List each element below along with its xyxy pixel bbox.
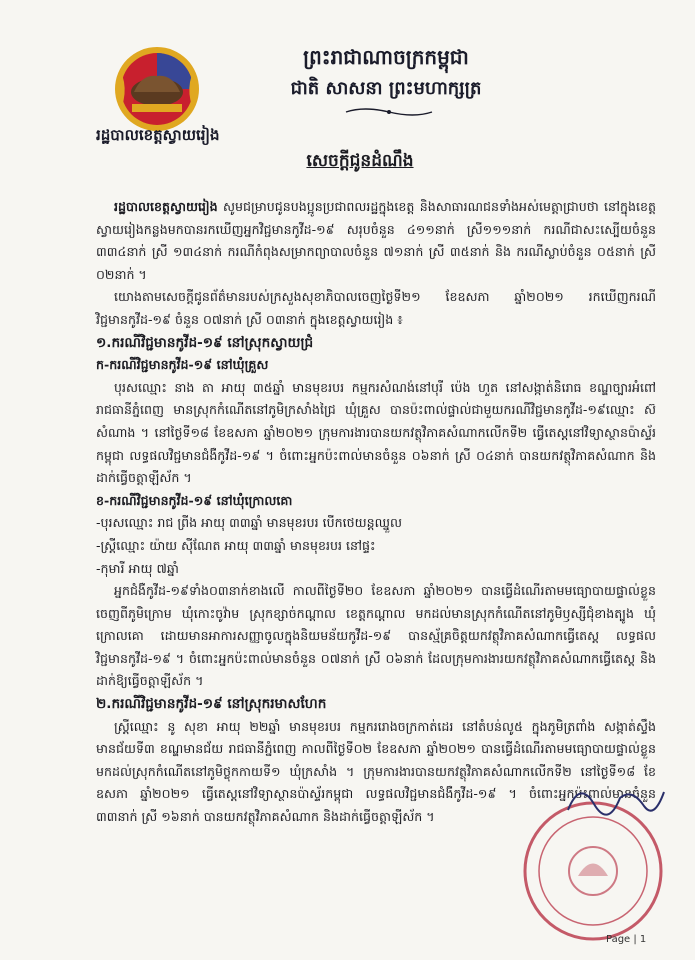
document-title: សេចក្ដីជូនដំណឹង bbox=[306, 151, 414, 171]
intro-text: សូមជម្រាបជូនបងប្អូនប្រជាពលរដ្ឋក្នុងខេត្ត និងសាធារណជនទាំងអស់មេត្តាជ្រាបថា នៅក្នុងខេត្តស្វាយរៀងកន្លងមកបានរកឃើញអ្នកវិជ្ជមានកូវីដ-១៩ សរុបចំនួន ៤១១នាក់ ស្រី១១១នាក់ ករណីជាសះស្បើយចំនួន ៣៣៤នាក់ ស្រី ១៣៤នាក់ ករណីកំពុងសម្រាកព្យាបាលចំនួន ៧១នាក់ ស្រី ៣៥នាក់ និង ករណីស្លាប់ចំនួន ០៥នាក់ ស្រី ០២នាក់ ។ bbox=[96, 199, 656, 282]
section1b-person1: -បុរសឈ្មោះ រាជ ព្រីង អាយុ ៣៣ឆ្នាំ មានមុខរបរ បើកថេយន្តឈ្នួល bbox=[96, 515, 402, 531]
intro-paragraph bbox=[96, 196, 656, 286]
section1a-text: បុរសឈ្មោះ នាង តា អាយុ ៣៥ឆ្នាំ មានមុខរបរ កម្មករសំណង់នៅបុរី ប៉េង ហួត នៅសង្កាត់និរោធ ខណ្ឌច្បារអំពៅ រាជធានីភ្នំពេញ មានស្រុកកំណើតនៅភូមិក្រសាំងជ្រៃ ឃុំគ្រួស បានប៉ះពាល់ផ្ទាល់ជាមួយករណីវិជ្ជមានកូវីដ-១៩ឈ្មោះ ស៊ សំណាង ។ នៅថ្ងៃទី១៨ ខែឧសភា ឆ្នាំ២០២១ ក្រុមការងារបានយកវត្ថុវិភាគសំណាកលើកទី២ ធ្វើតេស្តនៅវិទ្យាស្ថានប៉ាស្ទ័រកម្ពុជា លទ្ធផលវិជ្ជមានជំងឺកូវីដ-១៩ ។ ចំពោះអ្នកប៉ះពាល់មានចំនួន ០៦នាក់ ស្រី ០៤នាក់ បានយកវត្ថុវិភាគសំណាក និងដាក់ធ្វើចត្តាឡីស័ក ។ bbox=[96, 379, 656, 486]
provincial-emblem-icon bbox=[112, 44, 202, 134]
section1b-person3: -កុមារី អាយុ ៧ឆ្នាំ bbox=[96, 560, 179, 576]
section2-heading: ២.ករណីវិជ្ជមានកូវីដ-១៩ នៅស្រុករមាសហែក bbox=[96, 696, 327, 713]
section1a-heading: ក-ករណីវិជ្ជមានកូវីដ-១៩ នៅឃុំគ្រួស bbox=[96, 357, 269, 373]
nation-motto: ជាតិ សាសនា ព្រះមហាក្សត្រ bbox=[290, 78, 482, 99]
document-body bbox=[96, 196, 656, 829]
ornament-divider-icon bbox=[344, 106, 434, 118]
intro-lead: រដ្ឋបាលខេត្តស្វាយរៀង bbox=[114, 199, 218, 214]
section1b-text: អ្នកជំងឺកូវីដ-១៩ទាំង០៣នាក់ខាងលើ កាលពីថ្ងៃទី២០ ខែឧសភា ឆ្នាំ២០២១ បានធ្វើដំណើរតាមមធ្យោបាយផ្ទាល់ខ្លួនចេញពីភូមិក្រោម ឃុំកោះចូវ៉ាម ស្រុកខ្សាច់កណ្ដាល ខេត្តកណ្ដាល មកដល់មានស្រុកកំណើតនៅភូមិឫស្សីជុំខាងត្បូង ឃុំក្រោលគោ ដោយមានអាការសញ្ញាចូលក្នុងនិយមន័យកូវីដ-១៩ បានស្ម័គ្រចិត្តយកវត្ថុវិភាគសំណាកធ្វើតេស្ត លទ្ធផលវិជ្ជមានកូវីដ-១៩ ។ ចំពោះអ្នកប៉ះពាល់មានចំនួន ០៧នាក់ ស្រី ០៦នាក់ ដែលក្រុមការងារយកវត្ថុវិភាគសំណាកធ្វើតេស្ត និងដាក់ឱ្យធ្វើចត្តាឡីស័ក ។ bbox=[96, 583, 656, 689]
page-number: Page | 1 bbox=[606, 934, 647, 945]
section1-heading: ១.ករណីវិជ្ជមានកូវីដ-១៩ នៅស្រុកស្វាយជ្រំ bbox=[96, 334, 314, 351]
section1b-person2: -ស្ត្រីឈ្មោះ យ៉ាយ ស៊ីណែត អាយុ ៣៣ឆ្នាំ មានមុខរបរ នៅផ្ទះ bbox=[96, 537, 376, 553]
kingdom-title: ព្រះរាជាណាចក្រកម្ពុជា bbox=[303, 45, 469, 69]
summary-paragraph: យោងតាមសេចក្ដីជូនព័ត៌មានរបស់ក្រសួងសុខាភិបាលចេញថ្ងៃទី២១ ខែឧសភា ឆ្នាំ២០២១ រកឃើញករណីវិជ្ជមានកូវីដ-១៩ ចំនួន ០៧នាក់ ស្រី ០៣នាក់ ក្នុងខេត្តស្វាយរៀង ៖ bbox=[96, 289, 656, 327]
signature-icon bbox=[560, 770, 670, 830]
section2-text: ស្ត្រីឈ្មោះ នូ សុខា អាយុ ២២ឆ្នាំ មានមុខរបរ កម្មកររោងចក្រកាត់ដេរ នៅតំបន់លូ៥ ក្នុងភូមិត្រពាំង សង្កាត់ស្ទឹងមានជ័យទី៣ ខណ្ឌមានជ័យ រាជធានីភ្នំពេញ កាលពីថ្ងៃទី០២ ខែឧសភា ឆ្នាំ២០២១ បានធ្វើដំណើរតាមមធ្យោបាយផ្ទាល់ខ្លួន មកដល់ស្រុកកំណើតនៅភូមិថ្លុកកាយទី១ ឃុំក្រសាំង ។ ក្រុមការងារបានយកវត្ថុវិភាគសំណាកលើកទី២ នៅថ្ងៃទី១៨ ខែឧសភា ឆ្នាំ២០២១ ធ្វើតេស្តនៅវិទ្យាស្ថានប៉ាស្ទ័រកម្ពុជា លទ្ធផលវិជ្ជមានជំងឺកូវីដ-១៩ ។ ចំពោះអ្នកប៉ះពាល់មានចំនួន ៣៣នាក់ ស្រី ១៦នាក់ បានយកវត្ថុវិភាគសំណាក និងដាក់ធ្វើចត្តាឡីស័ក ។ bbox=[96, 718, 656, 825]
section1b-heading: ខ-ករណីវិជ្ជមានកូវីដ-១៩ នៅឃុំក្រោលគោ bbox=[96, 492, 293, 508]
administration-name: រដ្ឋបាលខេត្តស្វាយរៀង bbox=[96, 126, 220, 144]
